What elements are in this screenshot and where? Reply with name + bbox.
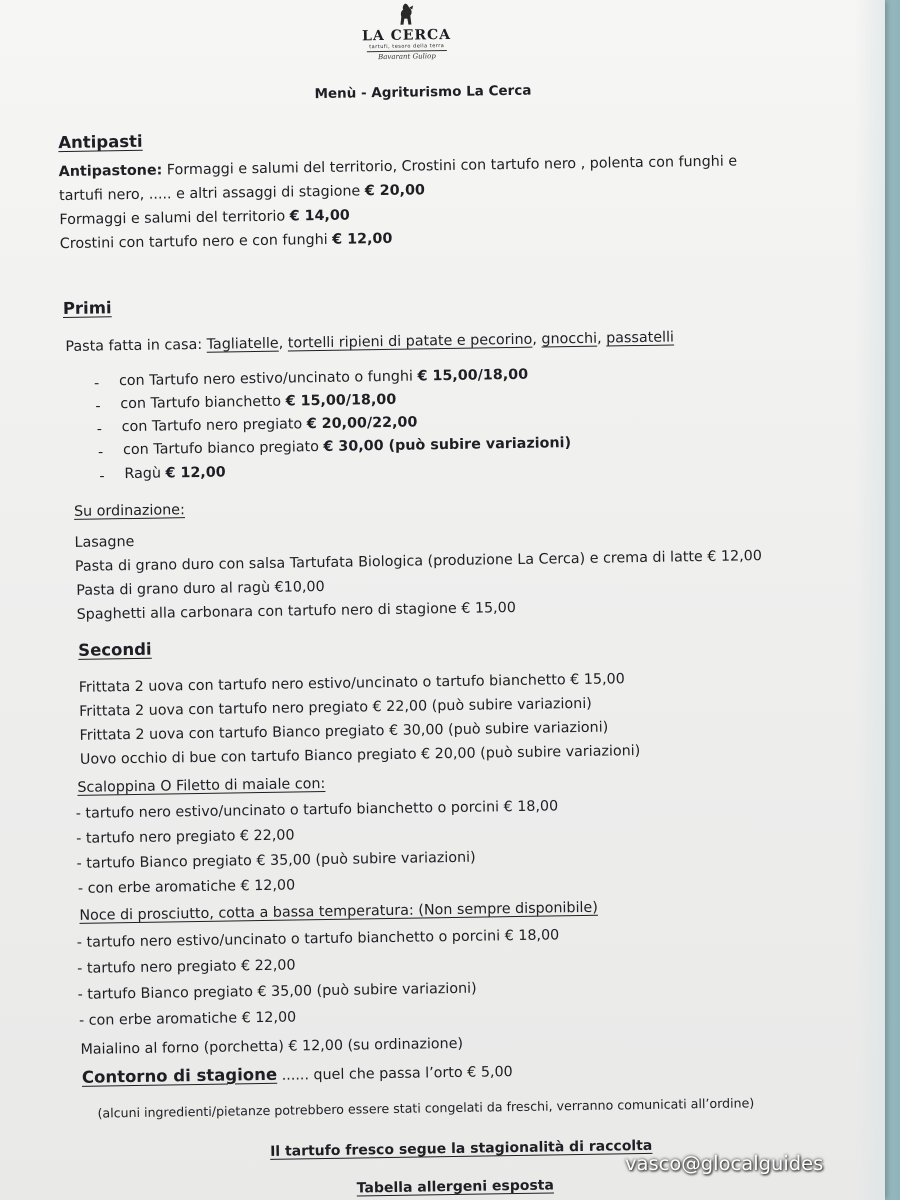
pasta-tortelli: tortelli ripieni di patate e pecorino bbox=[287, 331, 533, 352]
antipastone-label: Antipastone: bbox=[58, 162, 163, 181]
pasta-gnocchi: gnocchi bbox=[541, 330, 598, 348]
list-dash: - bbox=[95, 398, 101, 415]
noce-option-nero-estivo: - tartufo nero estivo/uncinato o tartufo bianchetto o porcini € 18,00 bbox=[76, 927, 560, 951]
su-ordinazione-heading: Su ordinazione: bbox=[73, 502, 185, 520]
truffle-season-note: Il tartufo fresco segue la stagionalità di raccolta bbox=[270, 1137, 653, 1160]
antipastone-description-1: Formaggi e salumi del territorio, Crostini con tartufo nero , polenta con funghi e bbox=[162, 153, 738, 179]
list-dash: - bbox=[97, 444, 104, 461]
pasta-tagliatelle: Tagliatelle bbox=[206, 335, 279, 353]
list-dash: - bbox=[96, 421, 103, 438]
primi-option-nero-estivo: con Tartufo nero estivo/uncinato o funghi € 15,00/18,00 bbox=[118, 366, 529, 390]
pasta-intro-line: Pasta fatta in casa: Tagliatelle, tortelli ripieni di patate e pecorino, gnocchi, passatelli bbox=[65, 329, 675, 356]
dog-icon bbox=[395, 1, 417, 27]
antipastone-description-2: tartufi nero, ..... e altri assaggi di stagione bbox=[58, 183, 365, 205]
list-dash: - bbox=[93, 375, 100, 392]
scaloppina-option-nero-pregiato: - tartufo nero pregiato € 22,00 bbox=[76, 827, 295, 847]
photo-watermark: vasco@glocalguides bbox=[625, 1152, 824, 1175]
uovo-occhio-di-bue: Uovo occhio di bue con tartufo Bianco pregiato € 20,00 (può subire variazioni) bbox=[79, 743, 641, 768]
antipasti-item-formaggi: Formaggi e salumi del territorio € 14,00 bbox=[59, 207, 350, 229]
primi-option-bianchetto: con Tartufo bianchetto € 15,00/18,00 bbox=[120, 391, 397, 413]
logo-signature: Bavarant Guliop bbox=[377, 52, 436, 62]
noce-option-nero-pregiato: - tartufo nero pregiato € 22,00 bbox=[77, 957, 296, 977]
contorno-heading: Contorno di stagione bbox=[81, 1064, 278, 1087]
noce-option-erbe: - con erbe aromatiche € 12,00 bbox=[78, 1009, 297, 1029]
section-heading-antipasti: Antipasti bbox=[58, 131, 143, 153]
allergens-note: Tabella allergeni esposta bbox=[356, 1177, 554, 1197]
frittata-nero-estivo: Frittata 2 uova con tartufo nero estivo/uncinato o tartufo bianchetto € 15,00 bbox=[78, 671, 625, 696]
scaloppina-option-erbe: - con erbe aromatiche € 12,00 bbox=[77, 877, 296, 897]
scaloppina-heading: Scaloppina O Filetto di maiale con: bbox=[77, 775, 326, 796]
noce-prosciutto-heading: Noce di prosciutto, cotta a bassa temperatura: (Non sempre disponibile) bbox=[79, 899, 598, 924]
ordinazione-carbonara: Spaghetti alla carbonara con tartufo nero di stagione € 15,00 bbox=[76, 599, 516, 623]
scaloppina-option-bianco-pregiato: - tartufo Bianco pregiato € 35,00 (può subire variazioni) bbox=[76, 849, 476, 872]
contorno-text: ...... quel che passa l’orto € 5,00 bbox=[276, 1064, 513, 1084]
antipastone-line-1 bbox=[59, 152, 738, 181]
pasta-passatelli: passatelli bbox=[606, 329, 675, 347]
antipastone-line-2 bbox=[59, 181, 425, 205]
ordinazione-pasta-ragu: Pasta di grano duro al ragù €10,00 bbox=[76, 578, 325, 599]
primi-option-ragu: Ragù € 12,00 bbox=[124, 464, 226, 483]
maialino-al-forno: Maialino al forno (porchetta) € 12,00 (su ordinazione) bbox=[80, 1035, 464, 1058]
scaloppina-option-nero-estivo: - tartufo nero estivo/uncinato o tartufo bianchetto o porcini € 18,00 bbox=[75, 798, 559, 822]
section-heading-secondi: Secondi bbox=[78, 639, 152, 660]
ordinazione-pasta-tartufata: Pasta di grano duro con salsa Tartufata Biologica (produzione La Cerca) e crema di latte € 12,00 bbox=[74, 548, 763, 575]
primi-option-nero-pregiato: con Tartufo nero pregiato € 20,00/22,00 bbox=[121, 414, 418, 436]
section-heading-primi: Primi bbox=[62, 298, 112, 319]
antipasti-item-crostini: Crostini con tartufo nero e con funghi € 12,00 bbox=[59, 230, 393, 253]
logo-name: LA CERCA bbox=[361, 26, 452, 45]
logo-tagline: tartufi, tesoro della terra bbox=[369, 43, 445, 51]
frittata-nero-pregiato: Frittata 2 uova con tartufo nero pregiato € 22,00 (può subire variazioni) bbox=[79, 695, 592, 720]
list-dash: - bbox=[99, 468, 105, 485]
frittata-bianco-pregiato: Frittata 2 uova con tartufo Bianco pregiato € 30,00 (può subire variazioni) bbox=[79, 719, 609, 744]
la-cerca-logo bbox=[360, 1, 453, 72]
menu-title: Menù - Agriturismo La Cerca bbox=[314, 82, 532, 103]
primi-option-bianco-pregiato: con Tartufo bianco pregiato € 30,00 (può subire variazioni) bbox=[122, 435, 572, 459]
antipastone-price: € 20,00 bbox=[364, 182, 426, 200]
noce-option-bianco-pregiato: - tartufo Bianco pregiato € 35,00 (può subire variazioni) bbox=[77, 980, 477, 1003]
contorno-line bbox=[82, 1062, 513, 1088]
frozen-ingredients-note: (alcuni ingredienti/pietanze potrebbero essere stati congelati da freschi, verranno comunicati all’ordine) bbox=[97, 1095, 755, 1121]
ordinazione-lasagne: Lasagne bbox=[74, 533, 135, 551]
